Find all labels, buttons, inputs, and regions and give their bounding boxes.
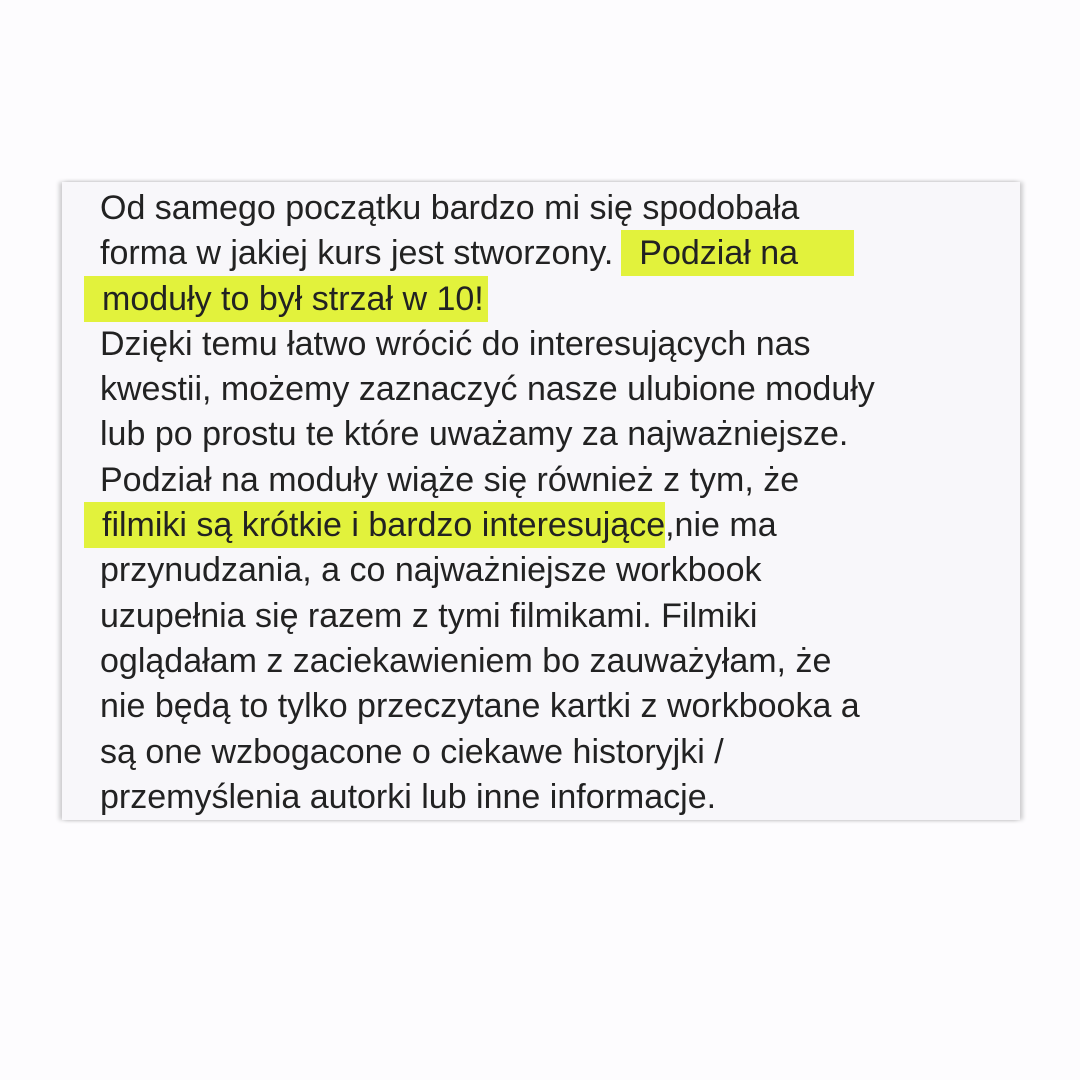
highlighted-phrase: moduły to był strzał w 10!: [84, 276, 488, 322]
review-line-text: ,nie ma: [665, 506, 777, 545]
review-line: uzupełnia się razem z tymi filmikami. Filmiki: [100, 596, 758, 635]
review-line: Dzięki temu łatwo wrócić do interesujących nas: [100, 324, 811, 363]
review-line: są one wzbogacone o ciekawe historyjki /: [100, 732, 724, 771]
review-line: przemyślenia autorki lub inne informacje.: [100, 777, 717, 816]
highlighted-phrase: Podział na: [621, 230, 854, 276]
review-line: [100, 277, 1010, 322]
review-text-card: [62, 182, 1020, 820]
review-line-text: forma w jakiej kurs jest stworzony.: [100, 234, 614, 273]
highlighted-phrase: filmiki są krótkie i bardzo interesujące: [84, 502, 665, 548]
review-line: oglądałam z zaciekawieniem bo zauważyłam, że: [100, 641, 832, 680]
review-line: Od samego początku bardzo mi się spodobała: [100, 189, 800, 227]
review-line: lub po prostu te które uważamy za najważniejsze.: [100, 415, 849, 454]
review-line: przynudzania, a co najważniejsze workbook: [100, 551, 762, 590]
review-line: [100, 231, 1010, 276]
review-line: nie będą to tylko przeczytane kartki z workbooka a: [100, 687, 860, 726]
review-line: kwestii, możemy zaznaczyć nasze ulubione moduły: [100, 370, 875, 409]
review-text: [100, 186, 1010, 820]
review-line: [100, 503, 1010, 548]
review-line: Podział na moduły wiąże się również z tym, że: [100, 460, 800, 499]
